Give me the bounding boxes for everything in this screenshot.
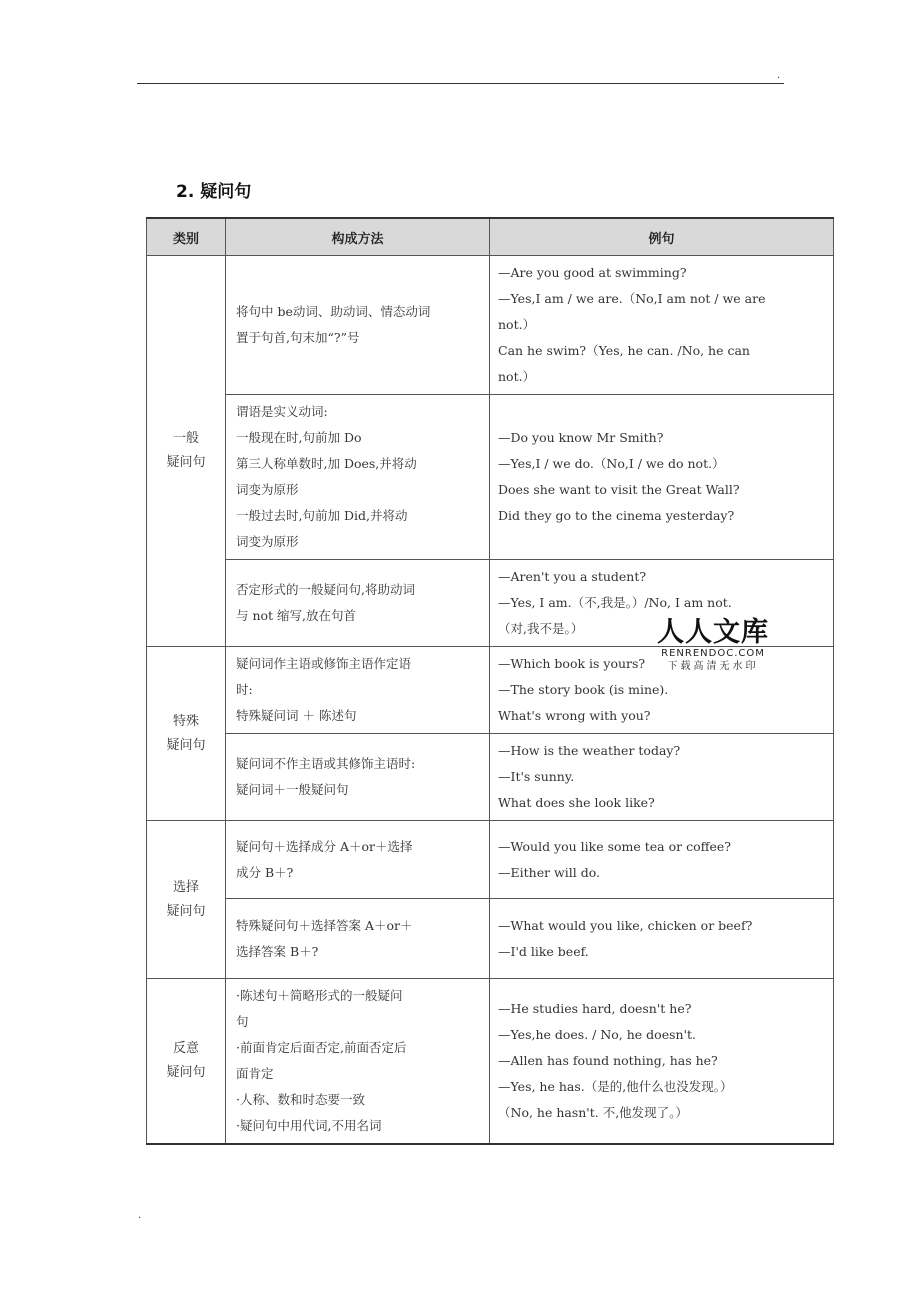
table-row (147, 256, 834, 395)
method-text: 疑问句＋选择成分 A＋or＋选择 (236, 838, 413, 854)
method-text: 词变为原形 (236, 534, 299, 549)
header-example: 例句 (490, 218, 834, 256)
table-row (147, 395, 834, 560)
example-sentence: —Yes, he has.（是的,他什么也没发现。） (498, 1079, 733, 1094)
category-cell (147, 647, 226, 821)
example-sentence: Does she want to visit the Great Wall? (498, 482, 740, 497)
watermark-title: 人人文库 (657, 617, 769, 648)
table-row (147, 821, 834, 899)
category-cell (147, 979, 226, 1145)
table-row (147, 734, 834, 821)
method-text: 词变为原形 (236, 482, 299, 497)
example-sentence: —He studies hard, doesn't he? (498, 1001, 692, 1016)
method-text: 句 (236, 1014, 249, 1029)
method-text: 面肯定 (236, 1066, 274, 1081)
method-cell (226, 899, 490, 979)
example-sentence: —Allen has found nothing, has he? (498, 1053, 718, 1068)
method-text: 选择答案 B＋? (236, 943, 319, 959)
header-method: 构成方法 (226, 218, 490, 256)
category-label: 疑问句 (166, 737, 206, 753)
example-sentence: —Which book is yours? (498, 656, 646, 671)
example-sentence: —Aren't you a student? (498, 569, 647, 584)
example-cell (490, 734, 834, 821)
example-sentence: （No, he hasn't. 不,他发现了。） (498, 1105, 688, 1120)
example-sentence: —I'd like beef. (498, 943, 589, 959)
method-text: 疑问词不作主语或其修饰主语时: (236, 756, 416, 771)
method-cell (226, 734, 490, 821)
table-body (147, 256, 834, 1145)
example-sentence: —Are you good at swimming? (498, 265, 687, 280)
method-text: 谓语是实义动词: (236, 404, 328, 419)
example-sentence: —Would you like some tea or coffee? (498, 838, 731, 854)
method-text: 特殊疑问词 ＋ 陈述句 (236, 708, 357, 723)
watermark-subtitle: 下载高清无水印 (667, 661, 759, 672)
table-row (147, 979, 834, 1145)
method-text: 与 not 缩写,放在句首 (236, 608, 357, 623)
method-text: ·疑问句中用代词,不用名词 (236, 1118, 382, 1133)
example-sentence: What does she look like? (498, 795, 655, 810)
example-cell (490, 979, 834, 1145)
example-sentence: not.） (498, 369, 536, 384)
example-sentence: —Yes,I am / we are.（No,I am not / we are (498, 291, 766, 306)
method-text: ·人称、数和时态要一致 (236, 1092, 365, 1107)
category-label: 选择 (172, 879, 199, 895)
method-text: 疑问词＋一般疑问句 (236, 782, 349, 797)
category-label: 特殊 (172, 713, 199, 729)
category-label: 疑问句 (166, 1065, 206, 1080)
header-rule (137, 83, 784, 84)
header-category: 类别 (147, 218, 226, 256)
example-sentence: —Yes,he does. / No, he doesn't. (498, 1027, 696, 1042)
question-types-table (146, 217, 834, 1145)
method-text: 一般过去时,句前加 Did,并将动 (236, 508, 408, 523)
table-header-row (147, 218, 834, 256)
example-sentence: not.） (498, 317, 536, 332)
example-sentence: （对,我不是。） (498, 621, 584, 636)
method-cell (226, 395, 490, 560)
method-text: 一般现在时,句前加 Do (236, 430, 362, 445)
category-label: 反意 (172, 1041, 199, 1056)
method-cell (226, 647, 490, 734)
method-cell (226, 821, 490, 899)
category-label: 一般 (172, 431, 199, 446)
method-text: 成分 B＋? (236, 864, 294, 880)
watermark-url: RENRENDOC.COM (661, 648, 765, 659)
example-cell (490, 821, 834, 899)
example-sentence: Did they go to the cinema yesterday? (498, 508, 735, 523)
method-text: 时: (236, 682, 253, 697)
example-sentence: —Yes,I / we do.（No,I / we do not.） (498, 456, 725, 471)
footer-dot: . (138, 1210, 142, 1221)
example-sentence: —How is the weather today? (498, 743, 681, 758)
method-text: ·前面肯定后面否定,前面否定后 (236, 1040, 407, 1055)
example-sentence: Can he swim?（Yes, he can. /No, he can (498, 343, 750, 358)
example-sentence: —It's sunny. (498, 769, 575, 784)
section-heading: 2. 疑问句 (176, 182, 252, 202)
method-cell (226, 560, 490, 647)
example-sentence: —Do you know Mr Smith? (498, 430, 664, 445)
method-cell (226, 256, 490, 395)
category-label: 疑问句 (166, 903, 206, 919)
example-cell (490, 256, 834, 395)
category-cell (147, 256, 226, 647)
method-text: 第三人称单数时,加 Does,并将动 (236, 456, 417, 471)
category-cell (147, 821, 226, 979)
table-row (147, 899, 834, 979)
example-sentence: —What would you like, chicken or beef? (498, 917, 753, 933)
method-text: 疑问词作主语或修饰主语作定语 (236, 656, 412, 671)
method-text: ·陈述句＋简略形式的一般疑问 (236, 988, 403, 1003)
method-text: 置于句首,句末加“?”号 (236, 330, 360, 345)
example-sentence: What's wrong with you? (498, 708, 651, 723)
example-sentence: —The story book (is mine). (498, 682, 669, 697)
example-sentence: —Either will do. (498, 864, 600, 880)
method-text: 特殊疑问句＋选择答案 A＋or＋ (236, 917, 413, 933)
example-cell (490, 395, 834, 560)
example-sentence: —Yes, I am.（不,我是。）/No, I am not. (498, 595, 732, 610)
method-text: 将句中 be动词、助动词、情态动词 (236, 304, 431, 319)
watermark-logo (652, 618, 774, 674)
category-label: 疑问句 (166, 455, 206, 470)
method-cell (226, 979, 490, 1145)
header-dot: . (777, 70, 781, 81)
method-text: 否定形式的一般疑问句,将助动词 (236, 582, 415, 597)
example-cell (490, 899, 834, 979)
